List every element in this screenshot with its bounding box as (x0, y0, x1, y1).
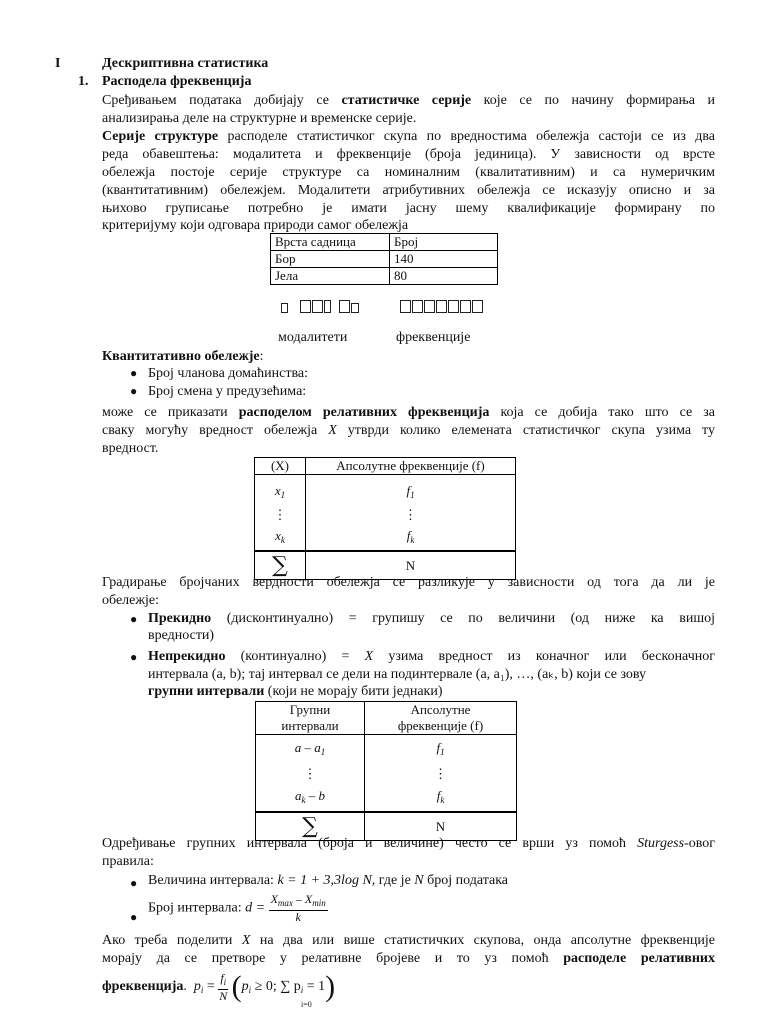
table-row (255, 458, 516, 475)
table-cell: Јела (271, 268, 390, 285)
interval-count-item: Број интервала: d = $\frac{X_{max} - X_{min}}{k}$ (148, 892, 326, 924)
paragraph-2-line-2: реда обавештења: модалитета и фреквенције (броја јединица). У зависности од врсте (102, 147, 715, 162)
paragraph-2-line-6: критеријуму који одговара природи самог обележја (102, 218, 409, 233)
table-header-cell: (X) (255, 458, 306, 475)
table-cell: Бор (271, 251, 390, 268)
species-table (270, 233, 498, 285)
bullet-icon: ● (130, 366, 138, 380)
table-cell: 140 (390, 251, 498, 268)
list-item: Број чланова домаћинства: (148, 366, 308, 381)
continuous-item-line-3: групни интервали (који не морају бити једнаки) (148, 684, 443, 699)
frequency-table (254, 457, 516, 580)
table-cell: N (365, 812, 517, 841)
discrete-item-line-2: вредности) (148, 628, 215, 643)
table-row (256, 702, 517, 735)
section-number: 1. (78, 74, 89, 89)
grading-line-2: обележје: (102, 593, 160, 608)
table-header-cell: Број (390, 234, 498, 251)
table-header-cell: Групни интервали (256, 702, 365, 735)
table-row (255, 475, 516, 552)
table-cell: $x_1$ ⋮ $x_k$ (255, 475, 306, 552)
quantitative-title: Квантитативно обележје: (102, 349, 264, 364)
bullet-icon: ● (130, 650, 138, 664)
modalities-label: модалитети (278, 330, 348, 345)
sum-symbol: ∑ (255, 551, 306, 580)
frequencies-placeholder-glyphs (400, 300, 484, 317)
quantitative-line-3: вредност. (102, 441, 159, 456)
grading-line-1: Градирање бројчаних вердности обележја се разликује у зависности од тога да ли је (102, 575, 715, 590)
paragraph-2-line-5: њихово груписање потребно је имати јасну шему квалификације формирану по (102, 201, 715, 216)
bullet-icon: ● (130, 876, 138, 890)
table-header-cell: Апсолутне фреквенције (f) (365, 702, 517, 735)
sturges-formula: k = 1 + 3,3log N, (277, 873, 376, 888)
relative-line-3: фреквенција. $p_i$ = $\frac{f_i}{N}$ ($p_i \ge 0$; ∑ $p_i = 1$) (102, 970, 336, 1003)
sturgess-line-2: правила: (102, 854, 154, 869)
sum-symbol: ∑ (256, 812, 365, 841)
bullet-icon: ● (130, 910, 138, 924)
table-cell: $f_1$ ⋮ $f_k$ (365, 735, 517, 813)
table-row (271, 251, 498, 268)
paragraph-2-line-3: обележја постоје серије структуре са номиналним (квалитативним) и са нумеричким (102, 165, 715, 180)
frequencies-label: фреквенције (396, 330, 471, 345)
table-header-cell: Апсолутне фреквенције (f) (306, 458, 516, 475)
table-cell: a – $a_1$ ⋮ $a_k$ – b (256, 735, 365, 813)
table-header-cell: Врста садница (271, 234, 390, 251)
group-interval-table (255, 701, 517, 841)
quantitative-line-1: може се приказати расподелом релативних фреквенција која се добија тако што се за (102, 405, 715, 420)
paragraph-2-line-1: Серије структуре расподеле статистичког скупа по вредностима обележја састоји се из два (102, 129, 715, 144)
chapter-title: Дескриптивна статистика (102, 56, 269, 71)
sum-limit: i=0 (301, 1000, 312, 1009)
table-cell: $f_1$ ⋮ $f_k$ (306, 475, 516, 552)
paragraph-1-line-1: Сређивањем података добијају се статистичке серије које се по начину формирања и (102, 93, 716, 108)
quantitative-line-2: сваку могућу вредност обележја X утврди колико елемената статистичког скупа узима ту (102, 423, 715, 438)
bullet-icon: ● (130, 384, 138, 398)
section-title: Расподела фреквенција (102, 74, 252, 89)
table-cell: 80 (390, 268, 498, 285)
chapter-number: I (55, 56, 61, 71)
relative-frequency-formula: $\frac{f_i}{N}$ (219, 970, 228, 1003)
interval-count-formula: $\frac{X_{max} - X_{min}}{k}$ (270, 892, 326, 924)
modalities-placeholder-glyphs (281, 300, 360, 317)
bullet-icon: ● (130, 612, 138, 626)
discrete-item-line-1: Прекидно (дисконтинуално) = групишу се по величини (од ниже ка вишој (148, 611, 715, 626)
table-row (271, 268, 498, 285)
list-item: Број смена у предузећима: (148, 384, 307, 399)
interval-size-item: Величина интервала: k = 1 + 3,3log N, где је N број података (148, 873, 509, 888)
relative-line-2: морају да се претворе у релативне бројеве и то уз помоћ расподеле релативних (102, 951, 715, 966)
table-row (256, 735, 517, 813)
table-row (271, 234, 498, 251)
table-cell: N (306, 551, 516, 580)
continuous-item-line-2: интервала (a, b); тај интервал се дели на подинтервале (a, a₁), …, (aₖ, b) који се зову (148, 667, 647, 682)
paragraph-2-line-4: (квантитативним) обележјем. Модалитети атрибутивних обележја се исказују описно и за (102, 183, 715, 198)
continuous-item-line-1: Непрекидно (континуално) = X узима вредност из коначног или бесконачног (148, 649, 715, 664)
sturgess-line-1: Одређивање групних интервала (броја и величине) често се врши уз помоћ Sturgess-овог (102, 836, 715, 851)
relative-line-1: Ако треба поделити X на два или више статистичких скупова, онда апсолутне фреквенције (102, 933, 715, 948)
paragraph-1-line-2: анализирања деле на структурне и временске серије. (102, 111, 417, 126)
